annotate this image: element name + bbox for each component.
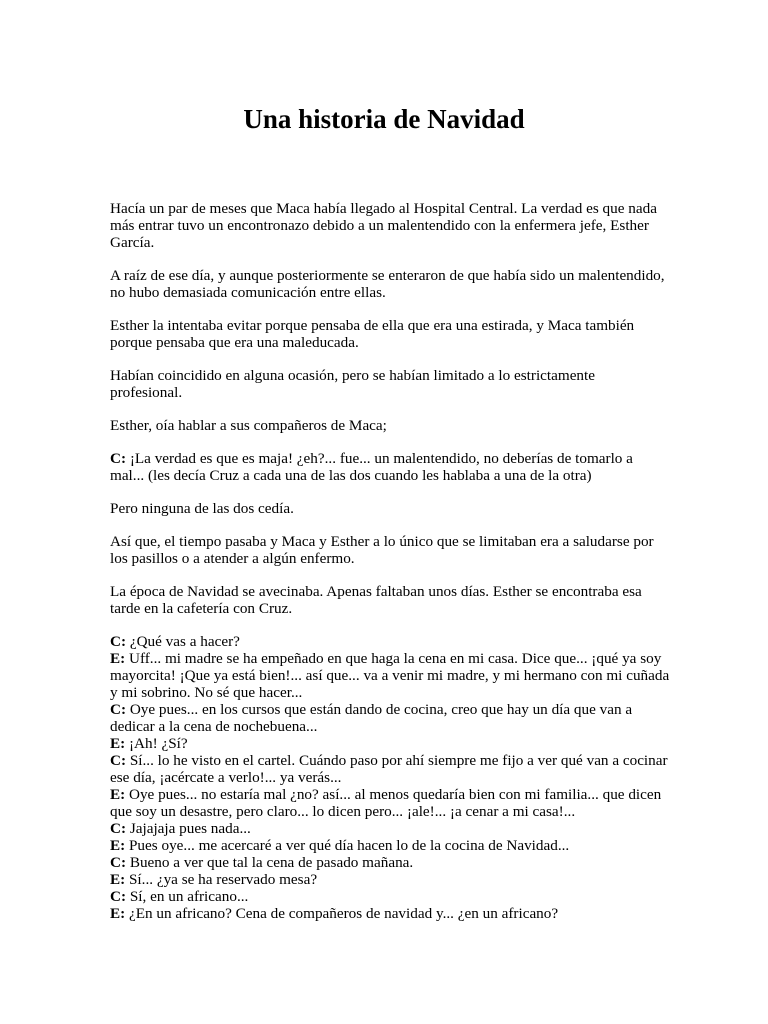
paragraph bbox=[110, 417, 670, 434]
dialogue-line bbox=[110, 650, 670, 701]
paragraph bbox=[110, 533, 670, 567]
paragraph bbox=[110, 200, 670, 251]
line-text: Oye pues... en los cursos que están dando de cocina, creo que hay un día que van a dedicar a la cena de nochebuena... bbox=[110, 701, 633, 735]
dialogue-line bbox=[110, 752, 670, 786]
dialogue-line bbox=[110, 837, 670, 854]
paragraph bbox=[110, 450, 670, 484]
dialogue-line bbox=[110, 786, 670, 820]
paragraph bbox=[110, 317, 670, 351]
line-text: A raíz de ese día, y aunque posteriormente se enteraron de que había sido un malentendido, no hubo demasiada comunicación entre ellas. bbox=[110, 267, 665, 301]
speaker-label: C: bbox=[110, 854, 127, 871]
speaker-label: E: bbox=[110, 650, 126, 667]
line-text: ¡La verdad es que es maja! ¿eh?... fue... un malentendido, no deberías de tomarlo a mal... (les decía Cruz a cada una de las dos cuando les hablaba a una de la otra) bbox=[110, 450, 633, 484]
line-text: ¿Qué vas a hacer? bbox=[126, 633, 240, 650]
speaker-label: E: bbox=[110, 905, 126, 922]
speaker-label: E: bbox=[110, 735, 126, 752]
speaker-label: E: bbox=[110, 871, 126, 888]
document-body bbox=[110, 200, 670, 922]
speaker-label: E: bbox=[110, 837, 126, 854]
speaker-label: C: bbox=[110, 450, 127, 467]
line-text: Esther la intentaba evitar porque pensaba de ella que era una estirada, y Maca también porque pensaba que era una maleducada. bbox=[110, 317, 635, 351]
speaker-label: C: bbox=[110, 701, 127, 718]
line-text: Sí... ¿ya se ha reservado mesa? bbox=[125, 871, 318, 888]
dialogue-block bbox=[110, 633, 670, 922]
paragraph bbox=[110, 500, 670, 517]
dialogue-line bbox=[110, 888, 670, 905]
dialogue-line bbox=[110, 854, 670, 871]
speaker-label: E: bbox=[110, 786, 126, 803]
line-text: Jajajaja pues nada... bbox=[126, 820, 251, 837]
dialogue-line bbox=[110, 820, 670, 837]
narrative-paragraphs bbox=[110, 200, 670, 617]
speaker-label: C: bbox=[110, 820, 127, 837]
line-text: Sí, en un africano... bbox=[126, 888, 249, 905]
line-text: Esther, oía hablar a sus compañeros de Maca; bbox=[110, 417, 387, 434]
speaker-label: C: bbox=[110, 752, 127, 769]
dialogue-line bbox=[110, 735, 670, 752]
line-text: ¡Ah! ¿Sí? bbox=[125, 735, 188, 752]
paragraph bbox=[110, 367, 670, 401]
line-text: Pero ninguna de las dos cedía. bbox=[110, 500, 294, 517]
line-text: Bueno a ver que tal la cena de pasado mañana. bbox=[126, 854, 414, 871]
dialogue-line bbox=[110, 871, 670, 888]
line-text: Oye pues... no estaría mal ¿no? así... al menos quedaría bien con mi familia... que dicen que soy un desastre, pero claro... lo dicen pero... ¡ale!... ¡a cenar a mi casa!... bbox=[110, 786, 662, 820]
line-text: Así que, el tiempo pasaba y Maca y Esther a lo único que se limitaban era a saludarse por los pasillos o a atender a algún enfermo. bbox=[110, 533, 654, 567]
line-text: ¿En un africano? Cena de compañeros de navidad y... ¿en un africano? bbox=[125, 905, 559, 922]
line-text: Pues oye... me acercaré a ver qué día hacen lo de la cocina de Navidad... bbox=[125, 837, 570, 854]
paragraph bbox=[110, 583, 670, 617]
dialogue-line bbox=[110, 701, 670, 735]
line-text: Habían coincidido en alguna ocasión, pero se habían limitado a lo estrictamente profesional. bbox=[110, 367, 595, 401]
dialogue-line bbox=[110, 633, 670, 650]
line-text: Hacía un par de meses que Maca había llegado al Hospital Central. La verdad es que nada más entrar tuvo un encontronazo debido a un malentendido con la enfermera jefe, Esther García. bbox=[110, 200, 657, 251]
speaker-label: C: bbox=[110, 633, 127, 650]
document-title: Una historia de Navidad bbox=[243, 104, 525, 134]
dialogue-line bbox=[110, 905, 670, 922]
line-text: Uff... mi madre se ha empeñado en que haga la cena en mi casa. Dice que... ¡qué ya soy mayorcita! ¡Que ya está bien!... así que... va a venir mi madre, y mi hermano con mi cuñada y mi sobrino. No sé que hacer... bbox=[110, 650, 670, 701]
line-text: La época de Navidad se avecinaba. Apenas faltaban unos días. Esther se encontraba esa tarde en la cafetería con Cruz. bbox=[110, 583, 642, 617]
speaker-label: C: bbox=[110, 888, 127, 905]
paragraph bbox=[110, 267, 670, 301]
line-text: Sí... lo he visto en el cartel. Cuándo paso por ahí siempre me fijo a ver qué van a cocinar ese día, ¡acércate a verlo!... ya verás... bbox=[110, 752, 668, 786]
